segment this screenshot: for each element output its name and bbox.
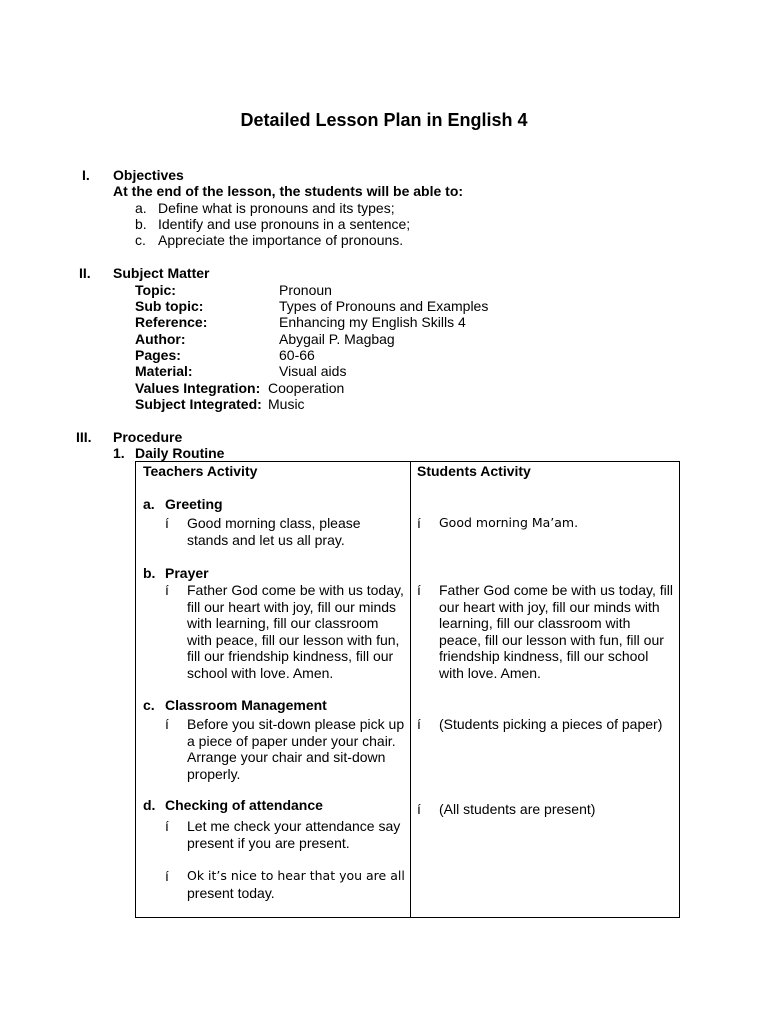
section-title: Checking of attendance [165,797,323,813]
section-letter: b. [143,565,156,581]
student-text: Father God come be with us today, fill [439,582,673,598]
bullet-icon: í [417,515,421,531]
objective-letter: a. [135,200,147,216]
subject-matter-label: Material: [135,363,193,379]
subject-matter-label: Author: [135,331,186,347]
page-title: Detailed Lesson Plan in English 4 [240,110,528,130]
student-text: with love. Amen. [439,664,541,681]
subject-matter-value: Pronoun [279,282,332,298]
section-heading-checking-of-attendance [143,797,323,814]
subject-matter-label: Pages: [135,347,181,363]
procedure-heading: Procedure [113,429,183,445]
subject-matter-label: Sub topic: [135,298,204,314]
objective-letter: b. [135,216,147,232]
objectives-heading: Objectives [113,167,184,183]
teacher-text: a piece of paper under your chair. [187,732,396,749]
subject-integrated-value: Music [268,396,305,412]
teacher-text: fill our heart with joy, fill our minds [187,598,397,615]
section-heading-greeting [143,496,223,513]
teacher-text: with peace, fill our lesson with fun, [187,631,400,648]
subject-matter-value: Abygail P. Magbag [279,331,395,347]
section-letter: c. [143,697,155,713]
student-text: peace, fill our lesson with fun, fill our [439,631,664,648]
subject-integrated-label: Subject Integrated: [135,396,262,412]
bullet-icon: í [417,582,421,598]
subject-matter-value: Enhancing my English Skills 4 [279,314,466,330]
teacher-text: Ok it’s nice to hear that you are all [187,868,405,883]
bullet-icon: í [417,801,421,817]
daily-routine-table [135,461,680,918]
values-integration-value: Cooperation [268,380,345,396]
values-integration-label: Values Integration: [135,380,261,396]
teachers-activity-header: Teachers Activity [143,463,258,479]
procedure-step-number: 1. [113,445,125,461]
section-numeral-subject-matter: II. [79,265,91,281]
section-heading-prayer [143,565,209,582]
teacher-text: Father God come be with us today, [187,582,404,598]
subject-matter-heading: Subject Matter [113,265,210,281]
teachers-activity-column [136,462,411,918]
section-numeral-procedure: III. [76,429,92,445]
student-text: our heart with joy, fill our minds with [439,598,660,615]
student-text: (Students picking a pieces of paper) [439,716,663,732]
students-activity-column [411,462,680,918]
objective-text: Define what is pronouns and its types; [158,200,395,216]
students-activity-header: Students Activity [417,463,531,479]
subject-matter-label: Topic: [135,282,176,298]
section-numeral-objectives: I. [82,167,90,183]
student-text: Good morning Ma’am. [439,515,579,530]
section-title: Greeting [165,496,223,512]
bullet-icon: í [165,818,169,834]
bullet-icon: í [165,716,169,732]
bullet-icon: í [165,515,169,531]
teacher-text: Arrange your chair and sit-down [187,749,386,765]
student-text: friendship kindness, fill our school [439,648,649,664]
teacher-text: properly. [187,765,241,782]
objectives-intro: At the end of the lesson, the students will be able to: [113,183,464,199]
subject-matter-value: Visual aids [279,363,347,379]
teacher-text: Let me check your attendance say [187,818,401,834]
subject-matter-value: Types of Pronouns and Examples [279,298,489,314]
teacher-text: Good morning class, please [187,515,361,531]
student-text: (All students are present) [439,801,596,817]
objective-letter: c. [135,232,146,248]
section-title: Classroom Management [165,697,327,713]
subject-matter-value: 60-66 [279,347,315,363]
objective-text: Identify and use pronouns in a sentence; [158,216,411,232]
teacher-text: present today. [187,884,275,901]
bullet-icon: í [417,716,421,732]
subject-matter-label: Reference: [135,314,208,330]
teacher-text: school with love. Amen. [187,664,334,681]
teacher-text: fill our friendship kindness, fill our [187,648,394,664]
student-text: learning, fill our classroom with [439,615,631,631]
teacher-text: stands and let us all pray. [187,531,345,548]
section-heading-classroom-management [143,697,327,714]
bullet-icon: í [165,868,169,884]
section-title: Prayer [165,565,209,581]
section-letter: d. [143,797,156,813]
bullet-icon: í [165,582,169,598]
teacher-text: present if you are present. [187,834,350,851]
teacher-text: Before you sit-down please pick up [187,716,405,732]
objective-text: Appreciate the importance of pronouns. [158,232,404,248]
procedure-step-title: Daily Routine [135,445,225,461]
section-letter: a. [143,496,155,512]
teacher-text: with learning, fill our classroom [187,615,379,631]
